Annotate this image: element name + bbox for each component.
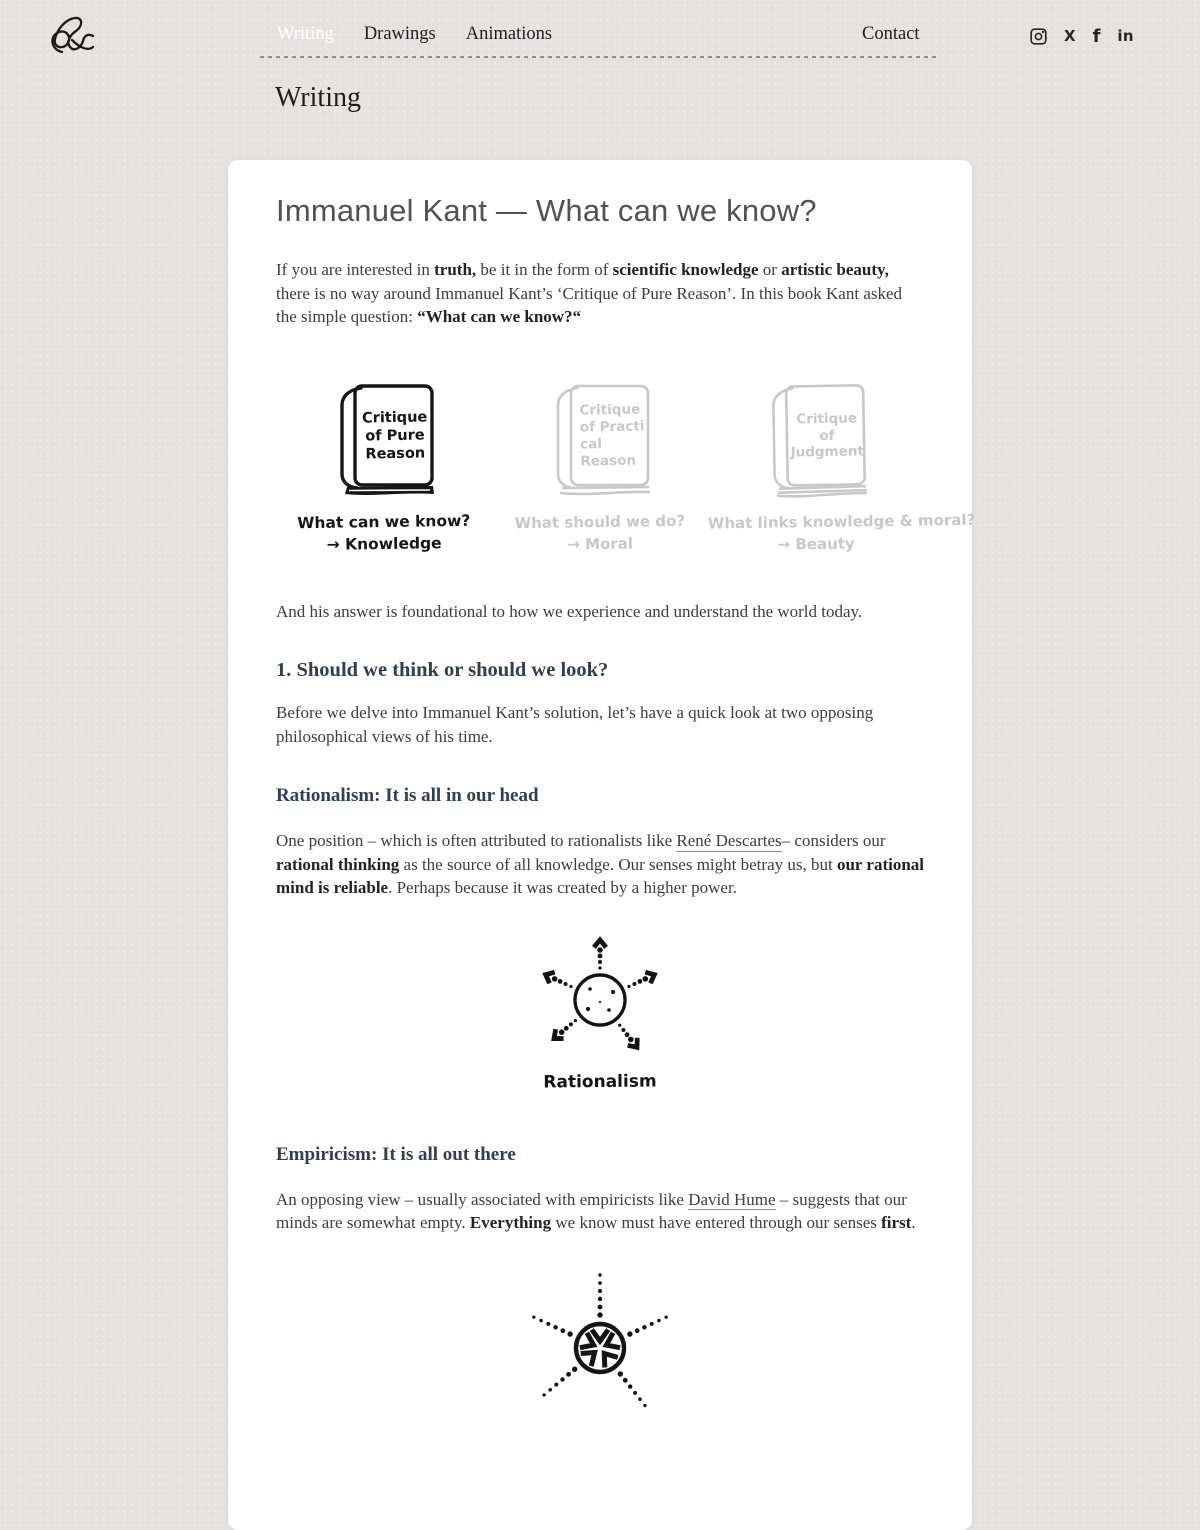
book-title-line: of Practi bbox=[579, 418, 645, 436]
instagram-icon[interactable] bbox=[1030, 26, 1047, 46]
book-title-line: cal bbox=[580, 435, 603, 453]
empiricism-heading: Empiricism: It is all out there bbox=[276, 1143, 516, 1165]
book-title-line: Judgment bbox=[790, 443, 865, 461]
linkedin-icon[interactable]: in bbox=[1117, 27, 1134, 45]
intro-paragraph: If you are interested in truth, be it in the form of scientific knowledge or artistic beauty, there is no way around Immanuel Kant’s ‘Critique of Pure Reason’. In this book Kant asked the simple question: “What can we know?“ bbox=[276, 260, 903, 326]
book-critique-judgment bbox=[707, 382, 976, 554]
x-icon[interactable]: X bbox=[1064, 27, 1076, 45]
rationalism-paragraph: One position – which is often attributed to rationalists like René Descartes– considers our rational thinking as the source of all knowledge. Our senses might betray us, but our rational mind is reliable. Perhaps because it was created by a higher power. bbox=[276, 831, 925, 897]
page-title: Writing bbox=[275, 82, 361, 113]
empiricism-illustration bbox=[276, 1253, 924, 1453]
main-nav bbox=[277, 24, 552, 45]
after-books-paragraph: And his answer is foundational to how we experience and understand the world today. bbox=[276, 601, 863, 621]
section-heading-1: 1. Should we think or should we look? bbox=[276, 659, 609, 681]
rationalism-heading: Rationalism: It is all in our head bbox=[276, 785, 539, 806]
book-critique-practical-reason bbox=[492, 382, 708, 553]
book-title-line: of Pure bbox=[365, 426, 425, 444]
nav-item-drawings[interactable]: Drawings bbox=[363, 24, 436, 44]
nav-item-contact[interactable]: Contact bbox=[862, 24, 920, 44]
inline-link[interactable]: René Descartes bbox=[676, 831, 782, 850]
nav-item-animations[interactable]: Animations bbox=[465, 24, 553, 44]
facebook-icon[interactable]: f bbox=[1092, 25, 1101, 47]
article-card bbox=[228, 160, 976, 1530]
rationalism-label: Rationalism bbox=[543, 1071, 657, 1092]
book-caption: What links knowledge & moral? → Beauty bbox=[707, 510, 976, 554]
book-title-line: Reason bbox=[365, 445, 426, 463]
empiricism-sketch bbox=[515, 1253, 685, 1453]
book-title-line: Reason bbox=[580, 451, 637, 469]
social-links bbox=[1030, 26, 1134, 46]
article-title: Immanuel Kant — What can we know? bbox=[276, 193, 817, 228]
book-caption: What can we know? → Knowledge bbox=[297, 511, 471, 554]
book-critique-pure-reason bbox=[276, 382, 492, 553]
book-title-line: of bbox=[819, 426, 835, 444]
book-caption: What should we do? → Moral bbox=[514, 511, 686, 553]
section1-paragraph: Before we delve into Immanuel Kant’s solution, let’s have a quick look at two opposing philosophical views of his time. bbox=[276, 703, 874, 746]
inline-link[interactable]: David Hume bbox=[688, 1189, 776, 1209]
nav-item-writing[interactable]: Writing bbox=[277, 24, 334, 44]
book-title-line: Critique bbox=[579, 401, 641, 419]
site-logo-icon[interactable] bbox=[42, 10, 106, 66]
rationalism-sketch bbox=[525, 930, 675, 1070]
nav-underline bbox=[260, 56, 940, 58]
empiricism-paragraph: An opposing view – usually associated with empiricists like David Hume – suggests that our minds are somewhat empty. Everything we know must have entered through our senses first. bbox=[276, 1189, 916, 1232]
book-title-line: Critique bbox=[361, 408, 428, 426]
rationalism-illustration bbox=[276, 930, 924, 1092]
book-title-line: Critique bbox=[796, 409, 858, 427]
books-illustration bbox=[276, 382, 976, 554]
